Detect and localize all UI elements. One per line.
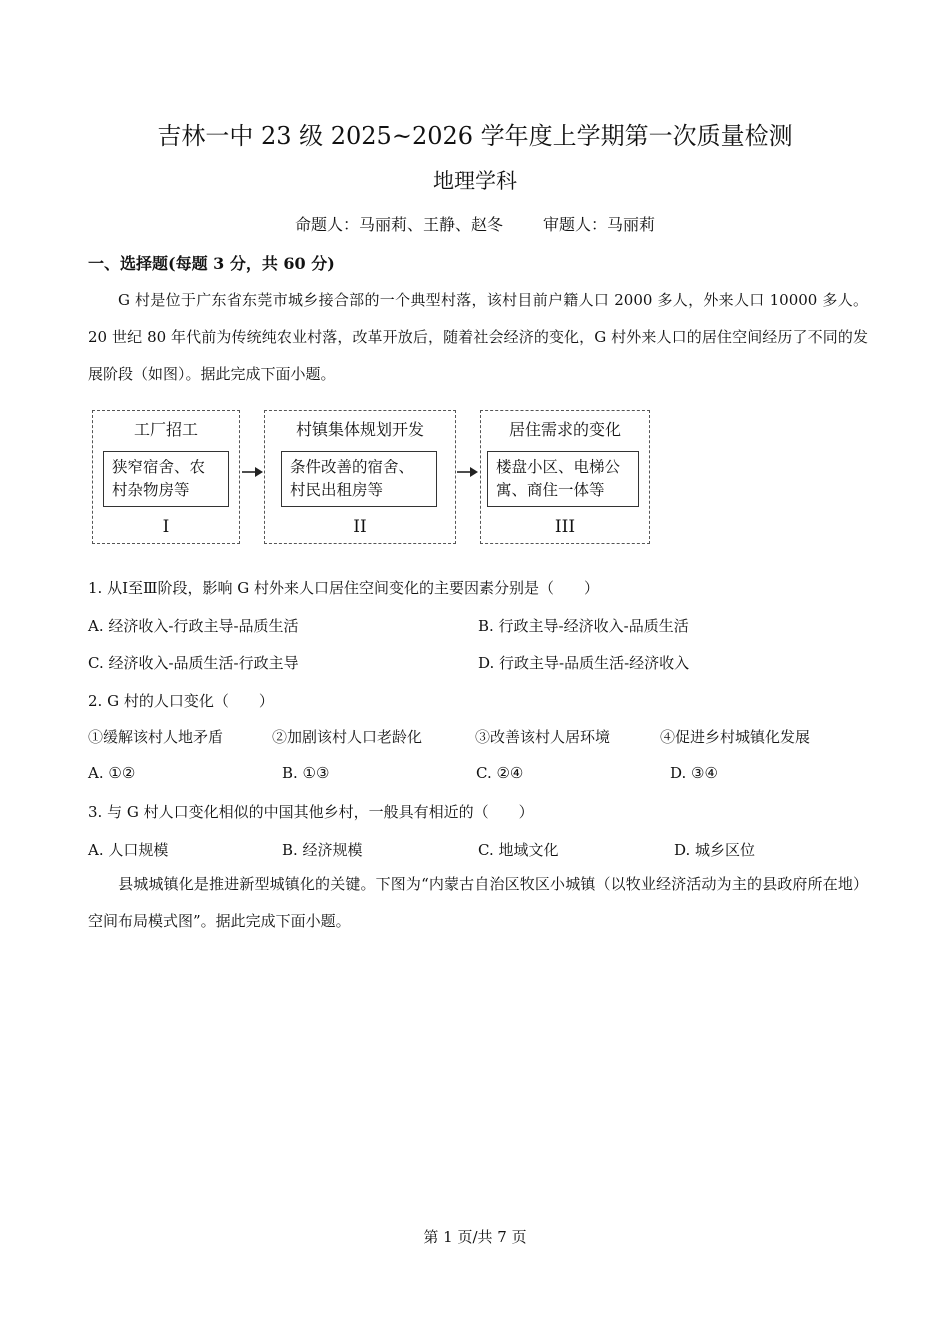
- q3-option-a[interactable]: A. 人口规模: [88, 841, 169, 859]
- authors-line: [0, 212, 950, 235]
- page-title: 吉林一中 23 级 2025~2026 学年度上学期第一次质量检测: [157, 122, 793, 150]
- q3-option-c[interactable]: C. 地域文化: [478, 841, 559, 859]
- q1-option-c[interactable]: C. 经济收入-品质生活-行政主导: [88, 654, 299, 672]
- q2-option-b[interactable]: B. ①③: [282, 764, 330, 782]
- arrow-right-icon: [242, 465, 264, 479]
- stage-3-head: 居住需求的变化: [508, 420, 621, 439]
- q3-option-d[interactable]: D. 城乡区位: [674, 841, 756, 859]
- q2-option-a[interactable]: A. ①②: [88, 764, 136, 782]
- page-footer: 第 1 页/共 7 页: [423, 1228, 527, 1246]
- q2-statement-1: ①缓解该村人地矛盾: [88, 728, 224, 746]
- q2-statement-3: ③改善该村人居环境: [475, 728, 611, 746]
- section-heading: 一、选择题(每题 3 分，共 60 分): [88, 254, 335, 273]
- reviewer: 审题人：马丽莉: [543, 215, 656, 234]
- q2-statement-2: ②加剧该村人口老龄化: [272, 728, 423, 746]
- passage-2-text: 县城城镇化是推进新型城镇化的关键。下图为“内蒙古自治区牧区小城镇（以牧业经济活动为主的县政府所在地）空间布局模式图”。据此完成下面小题。: [88, 875, 868, 930]
- stage-1-numeral: I: [162, 517, 170, 537]
- stage-3: [480, 410, 650, 544]
- subject-title: 地理学科: [433, 169, 517, 193]
- stage-3-body: 楼盘小区、电梯公寓、商住一体等: [487, 451, 639, 507]
- q2-option-c[interactable]: C. ②④: [476, 764, 524, 782]
- stage-1: [92, 410, 240, 544]
- q3-option-b[interactable]: B. 经济规模: [282, 841, 363, 859]
- question-1-stem: 1. 从Ⅰ至Ⅲ阶段，影响 G 村外来人口居住空间变化的主要因素分别是（ ）: [88, 579, 599, 597]
- passage-2: [88, 866, 868, 940]
- stage-1-body: 狭窄宿舍、农村杂物房等: [103, 451, 229, 507]
- flow-diagram: [92, 410, 652, 548]
- passage-1: [88, 282, 868, 393]
- setter: 命题人：马丽莉、王静、赵冬: [294, 215, 503, 234]
- q1-option-d[interactable]: D. 行政主导-品质生活-经济收入: [478, 654, 690, 672]
- stage-2-head: 村镇集体规划开发: [295, 420, 424, 439]
- stage-2: [264, 410, 456, 544]
- q1-option-b[interactable]: B. 行政主导-经济收入-品质生活: [478, 617, 689, 635]
- stage-3-numeral: III: [554, 517, 576, 537]
- passage-1-text: G 村是位于广东省东莞市城乡接合部的一个典型村落，该村目前户籍人口 2000 多人，外来人口 10000 多人。20 世纪 80 年代前为传统纯农业村落，改革开放后，随着社会经济的变化，G 村外来人口的居住空间经历了不同的发展阶段（如图）。据此完成下面小题。: [88, 291, 868, 383]
- question-2-stem: 2. G 村的人口变化（ ）: [88, 692, 274, 710]
- stage-1-head: 工厂招工: [133, 420, 198, 439]
- stage-2-numeral: II: [353, 517, 367, 537]
- arrow-right-icon: [457, 465, 479, 479]
- q2-statement-4: ④促进乡村城镇化发展: [660, 728, 811, 746]
- q1-option-a[interactable]: A. 经济收入-行政主导-品质生活: [88, 617, 299, 635]
- question-3-stem: 3. 与 G 村人口变化相似的中国其他乡村，一般具有相近的（ ）: [88, 803, 534, 821]
- stage-2-body: 条件改善的宿舍、村民出租房等: [281, 451, 437, 507]
- q2-option-d[interactable]: D. ③④: [670, 764, 718, 782]
